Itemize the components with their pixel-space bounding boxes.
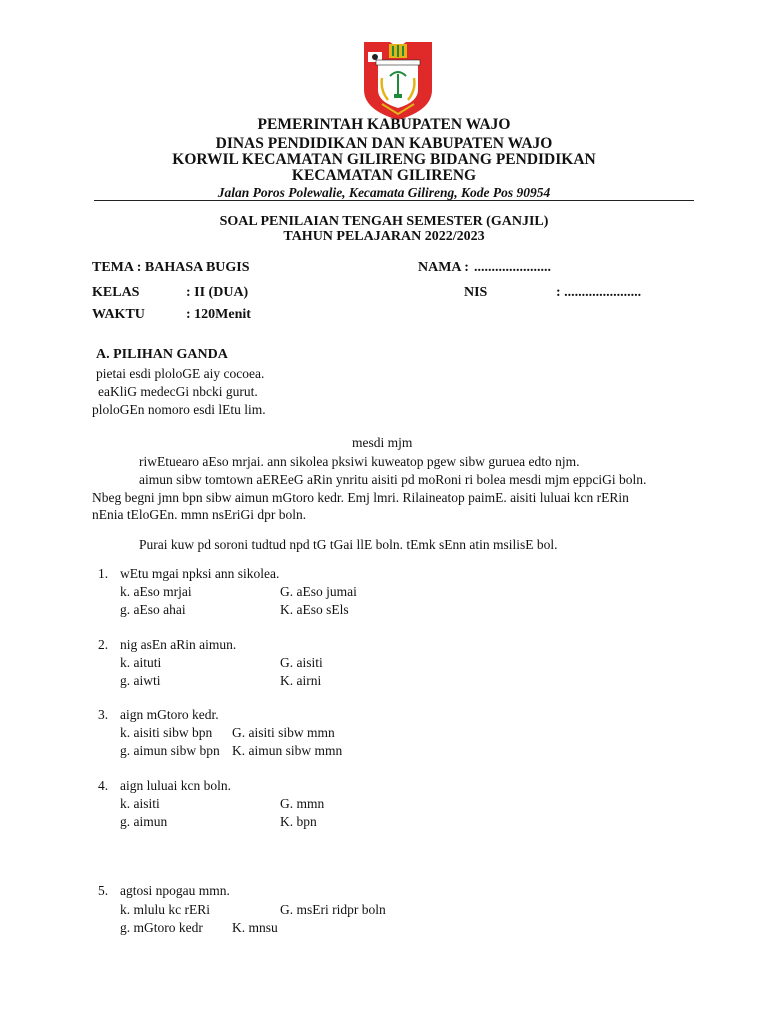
kelas-value: : II (DUA) — [186, 285, 249, 300]
question-text: aign mGtoro kedr. — [120, 707, 219, 722]
question-number: 3. — [98, 707, 109, 722]
waktu-value: : 120Menit — [186, 307, 251, 322]
option-d[interactable]: K. mnsu — [232, 920, 278, 935]
option-d[interactable]: K. aEso sEls — [280, 602, 349, 617]
reading-para-2-first: aimun sibw tomtown aEREeG aRin ynritu aisiti pd moRoni ri bolea mesdi mjm eppciGi boln. — [139, 472, 647, 487]
header-line-1: PEMERINTAH KABUPATEN WAJO — [257, 116, 511, 133]
option-b[interactable]: G. msEri ridpr boln — [280, 902, 386, 917]
section-heading: A. PILIHAN GANDA — [96, 347, 228, 362]
header-line-3: KORWIL KECAMATAN GILIRENG BIDANG PENDIDIKAN — [172, 151, 596, 168]
question-number: 1. — [98, 566, 109, 581]
nama-label: NAMA : — [418, 260, 469, 275]
question-text: agtosi npogau mmn. — [120, 883, 230, 898]
question-number: 4. — [98, 778, 109, 793]
option-a[interactable]: k. aEso mrjai — [120, 584, 192, 599]
option-b[interactable]: G. mmn — [280, 796, 325, 811]
question-number: 2. — [98, 637, 109, 652]
header-line-4: KECAMATAN GILIRENG — [291, 167, 477, 184]
nama-field[interactable]: ...................... — [474, 260, 551, 275]
option-b[interactable]: G. aisiti — [280, 655, 323, 670]
question-number: 5. — [98, 883, 109, 898]
reading-para-2-line-2: Nbeg begni jmn bpn sibw aimun mGtoro kedr. Emj lmri. Rilaineatop paimE. aisiti luluai kcn rERin — [92, 490, 629, 505]
option-b[interactable]: G. aEso jumai — [280, 584, 357, 599]
option-c[interactable]: g. aEso ahai — [120, 602, 186, 617]
option-a[interactable]: k. mlulu kc rERi — [120, 902, 210, 917]
option-d[interactable]: K. bpn — [280, 814, 317, 829]
nis-label: NIS — [464, 285, 488, 300]
option-c[interactable]: g. aimun — [120, 814, 168, 829]
question-text: aign luluai kcn boln. — [120, 778, 231, 793]
waktu-label: WAKTU — [92, 307, 145, 322]
reading-instruction: Purai kuw pd soroni tudtud npd tG tGai llE boln. tEmk sEnn atin msilisE bol. — [139, 537, 558, 552]
tema: TEMA : BAHASA BUGIS — [92, 260, 250, 275]
option-a[interactable]: k. aisiti — [120, 796, 160, 811]
exam-year: TAHUN PELAJARAN 2022/2023 — [283, 229, 485, 244]
reading-para-1: riwEtuearo aEso mrjai. ann sikolea pksiwi kuweatop pgew sibw guruea edto njm. — [139, 454, 580, 469]
option-c[interactable]: g. aiwti — [120, 673, 161, 688]
reading-para-2-line-3: nEnia tEloGEn. mmn nsEriGi dpr boln. — [92, 507, 307, 522]
option-c[interactable]: g. mGtoro kedr — [120, 920, 203, 935]
question-text: wEtu mgai npksi ann sikolea. — [120, 566, 280, 581]
option-c[interactable]: g. aimun sibw bpn — [120, 743, 220, 758]
instruction-1: pietai esdi ploloGE aiy cocoea. — [96, 366, 265, 381]
option-d[interactable]: K. aimun sibw mmn — [232, 743, 343, 758]
nis-field[interactable]: : ...................... — [556, 285, 642, 300]
question-text: nig asEn aRin aimun. — [120, 637, 237, 652]
header-line-2: DINAS PENDIDIKAN DAN KABUPATEN WAJO — [215, 135, 553, 152]
option-a[interactable]: k. aituti — [120, 655, 162, 670]
kelas-label: KELAS — [92, 285, 140, 300]
option-b[interactable]: G. aisiti sibw mmn — [232, 725, 335, 740]
instruction-3: ploloGEn nomoro esdi lEtu lim. — [92, 402, 266, 417]
address: Jalan Poros Polewalie, Kecamata Gilireng, Kode Pos 90954 — [217, 185, 551, 200]
regency-emblem — [360, 38, 436, 122]
option-d[interactable]: K. airni — [280, 673, 322, 688]
reading-title: mesdi mjm — [352, 435, 413, 450]
exam-title: SOAL PENILAIAN TENGAH SEMESTER (GANJIL) — [219, 214, 549, 229]
header-divider — [94, 200, 694, 201]
option-a[interactable]: k. aisiti sibw bpn — [120, 725, 213, 740]
instruction-2: eaKliG medecGi nbcki gurut. — [98, 384, 258, 399]
